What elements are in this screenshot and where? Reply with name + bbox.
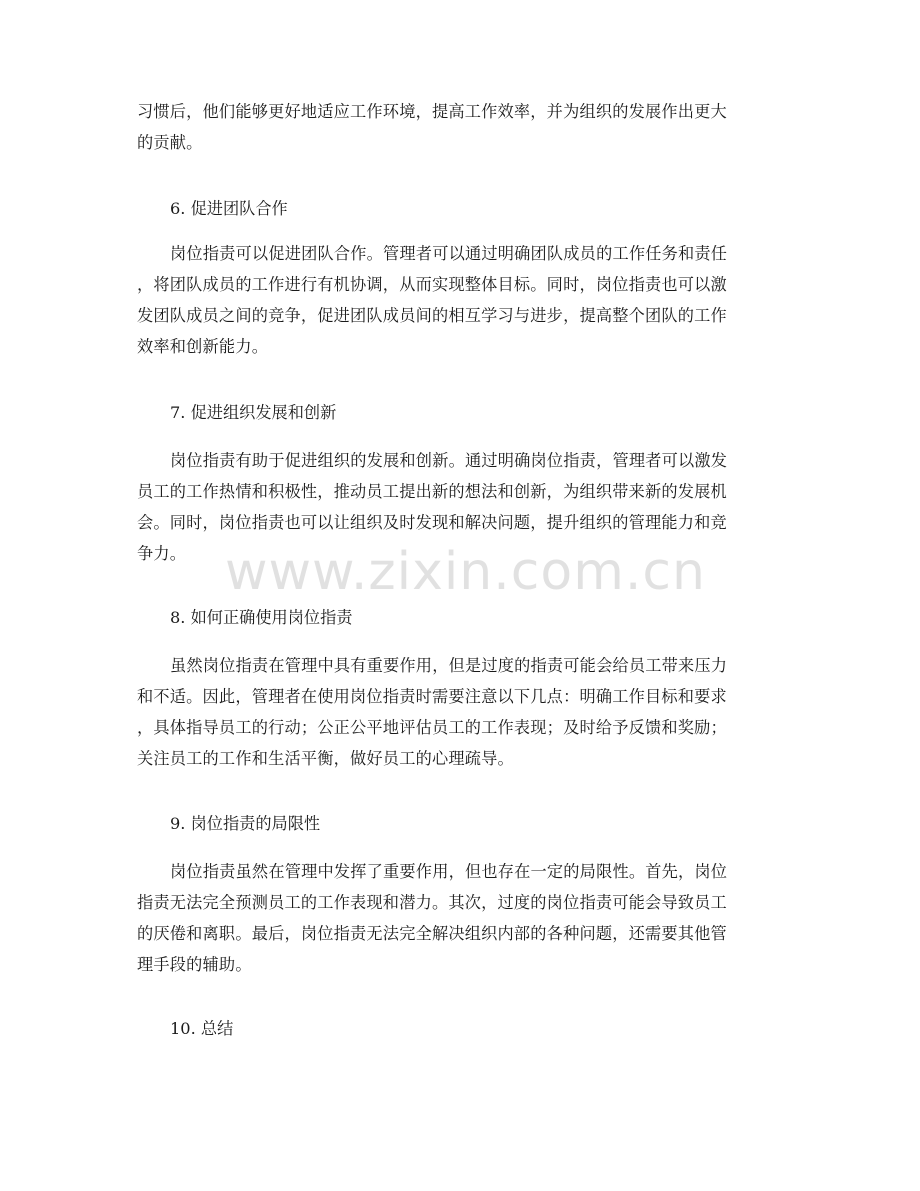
paragraph-line: 的贡献。 (137, 133, 203, 152)
paragraph-line: 员工的工作热情和积极性，推动员工提出新的想法和创新，为组织带来新的发展机 (137, 482, 727, 501)
intro-paragraph (137, 96, 787, 158)
paragraph-line: 岗位指责可以促进团队合作。管理者可以通过明确团队成员的工作任务和责任 (170, 244, 728, 263)
paragraph-line: 理手段的辅助。 (137, 955, 252, 974)
section-heading-8: 8. 如何正确使用岗位指责 (170, 608, 353, 627)
paragraph-line: ，将团队成员的工作进行有机协调，从而实现整体目标。同时，岗位指责也可以激 (137, 275, 727, 294)
section-heading-7: 7. 促进组织发展和创新 (170, 403, 337, 422)
section-paragraph-7 (137, 445, 787, 569)
paragraph-line: 会。同时，岗位指责也可以让组织及时发现和解决问题，提升组织的管理能力和竞 (137, 513, 727, 532)
paragraph-line: 关注员工的工作和生活平衡，做好员工的心理疏导。 (137, 749, 514, 768)
paragraph-line: 争力。 (137, 544, 187, 563)
paragraph-line: 指责无法完全预测员工的工作表现和潜力。其次，过度的岗位指责可能会导致员工 (137, 893, 727, 912)
section-paragraph-6 (137, 238, 787, 362)
section-heading-10: 10. 总结 (170, 1019, 234, 1038)
paragraph-line: 岗位指责有助于促进组织的发展和创新。通过明确岗位指责，管理者可以激发 (170, 451, 728, 470)
section-paragraph-9 (137, 856, 787, 980)
paragraph-line: 发团队成员之间的竞争，促进团队成员间的相互学习与进步，提高整个团队的工作 (137, 306, 727, 325)
paragraph-line: 习惯后，他们能够更好地适应工作环境，提高工作效率，并为组织的发展作出更大 (137, 102, 727, 121)
paragraph-line: 虽然岗位指责在管理中具有重要作用，但是过度的指责可能会给员工带来压力 (170, 656, 728, 675)
watermark-text: www.zixin.com.cn (225, 542, 706, 602)
section-paragraph-8 (137, 650, 787, 774)
paragraph-line: 效率和创新能力。 (137, 337, 269, 356)
paragraph-line: 和不适。因此，管理者在使用岗位指责时需要注意以下几点：明确工作目标和要求 (137, 687, 727, 706)
section-heading-6: 6. 促进团队合作 (170, 199, 288, 218)
section-heading-9: 9. 岗位指责的局限性 (170, 814, 321, 833)
paragraph-line: 的厌倦和离职。最后，岗位指责无法完全解决组织内部的各种问题，还需要其他管 (137, 924, 727, 943)
paragraph-line: ，具体指导员工的行动；公正公平地评估员工的工作表现；及时给予反馈和奖励； (137, 718, 727, 737)
paragraph-line: 岗位指责虽然在管理中发挥了重要作用，但也存在一定的局限性。首先，岗位 (170, 862, 728, 881)
